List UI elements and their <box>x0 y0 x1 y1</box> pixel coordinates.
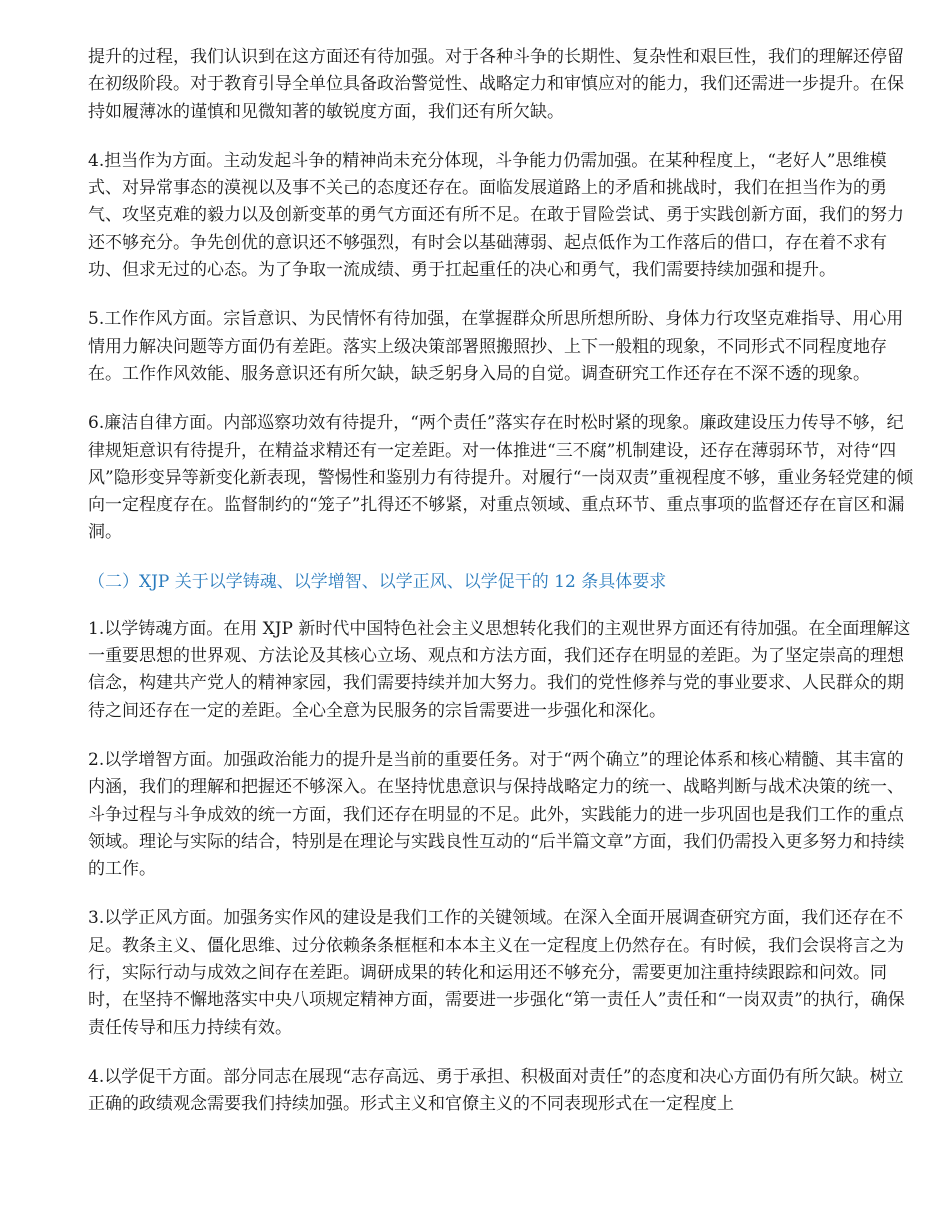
document-page <box>88 44 914 1141</box>
paragraph-work-style: 5.工作作风方面。宗旨意识、为民情怀有待加强，在掌握群众所思所想所盼、身体力行攻坚克难指导、用心用情用力解决问题等方面仍有差距。落实上级决策部署照搬照抄、上下一般粗的现象，不同形式不同程度地存在。工作作风效能、服务意识还有所欠缺，缺乏躬身入局的自觉。调查研究工作还存在不深不透的现象。 <box>88 309 904 384</box>
section-heading: （二）XJP 关于以学铸魂、以学增智、以学正风、以学促干的 12 条具体要求 <box>88 571 667 592</box>
paragraph-integrity: 6.廉洁自律方面。内部巡察功效有待提升，“两个责任”落实存在时松时紧的现象。廉政建设压力传导不够，纪律规矩意识有待提升，在精益求精还有一定差距。对一体推进“三不腐”机制建设，还存在薄弱环节，对待“四风”隐形变异等新变化新表现，警惕性和鉴别力有待提升。对履行“一岗双责”重视程度不够，重业务轻党建的倾向一定程度存在。监督制约的“笼子”扎得还不够紧，对重点领域、重点环节、重点事项的监督还存在盲区和漏洞。 <box>88 413 914 543</box>
paragraph-study-action: 4.以学促干方面。部分同志在展现“志存高远、勇于承担、积极面对责任”的态度和决心方面仍有所欠缺。树立正确的政绩观念需要我们持续加强。形式主义和官僚主义的不同表现形式在一定程度上 <box>88 1066 904 1115</box>
paragraph-continuation: 提升的过程，我们认识到在这方面还有待加强。对于各种斗争的长期性、复杂性和艰巨性，我们的理解还停留在初级阶段。对于教育引导全单位具备政治警觉性、战略定力和审慎应对的能力，我们还需进一步提升。在保持如履薄冰的谨慎和见微知著的敏锐度方面，我们还有所欠缺。 <box>88 47 904 122</box>
paragraph-study-wisdom: 2.以学增智方面。加强政治能力的提升是当前的重要任务。对于“两个确立”的理论体系和核心精髓、其丰富的内涵，我们的理解和把握还不够深入。在坚持忧患意识与保持战略定力的统一、战略判断与战术决策的统一、斗争过程与斗争成效的统一方面，我们还存在明显的不足。此外，实践能力的进一步巩固也是我们工作的重点领域。理论与实际的结合，特别是在理论与实践良性互动的“后半篇文章”方面，我们仍需投入更多努力和持续的工作。 <box>88 749 905 880</box>
paragraph-responsibility: 4.担当作为方面。主动发起斗争的精神尚未充分体现，斗争能力仍需加强。在某种程度上，“老好人”思维模式、对异常事态的漠视以及事不关己的态度还存在。面临发展道路上的矛盾和挑战时，我们在担当作为的勇气、攻坚克难的毅力以及创新变革的勇气方面还有所不足。在敢于冒险尝试、勇于实践创新方面，我们的努力还不够充分。争先创优的意识还不够强烈，有时会以基础薄弱、起点低作为工作落后的借口，存在着不求有功、但求无过的心态。为了争取一流成绩、勇于扛起重任的决心和勇气，我们需要持续加强和提升。 <box>88 150 904 281</box>
paragraph-study-style: 3.以学正风方面。加强务实作风的建设是我们工作的关键领域。在深入全面开展调查研究方面，我们还存在不足。教条主义、僵化思维、过分依赖条条框框和本本主义在一定程度上仍然存在。有时候，我们会误将言之为行，实际行动与成效之间存在差距。调研成果的转化和运用还不够充分，需要更加注重持续跟踪和问效。同时，在坚持不懈地落实中央八项规定精神方面，需要进一步强化“第一责任人”责任和“一岗双责”的执行，确保责任传导和压力持续有效。 <box>88 908 905 1038</box>
paragraph-study-soul: 1.以学铸魂方面。在用 XJP 新时代中国特色社会主义思想转化我们的主观世界方面还有待加强。在全面理解这一重要思想的世界观、方法论及其核心立场、观点和方法方面，我们还存在明显的差距。为了坚定崇高的理想信念，构建共产党人的精神家园，我们需要持续并加大努力。我们的党性修养与党的事业要求、人民群众的期待之间还存在一定的差距。全心全意为民服务的宗旨需要进一步强化和深化。 <box>88 618 911 721</box>
